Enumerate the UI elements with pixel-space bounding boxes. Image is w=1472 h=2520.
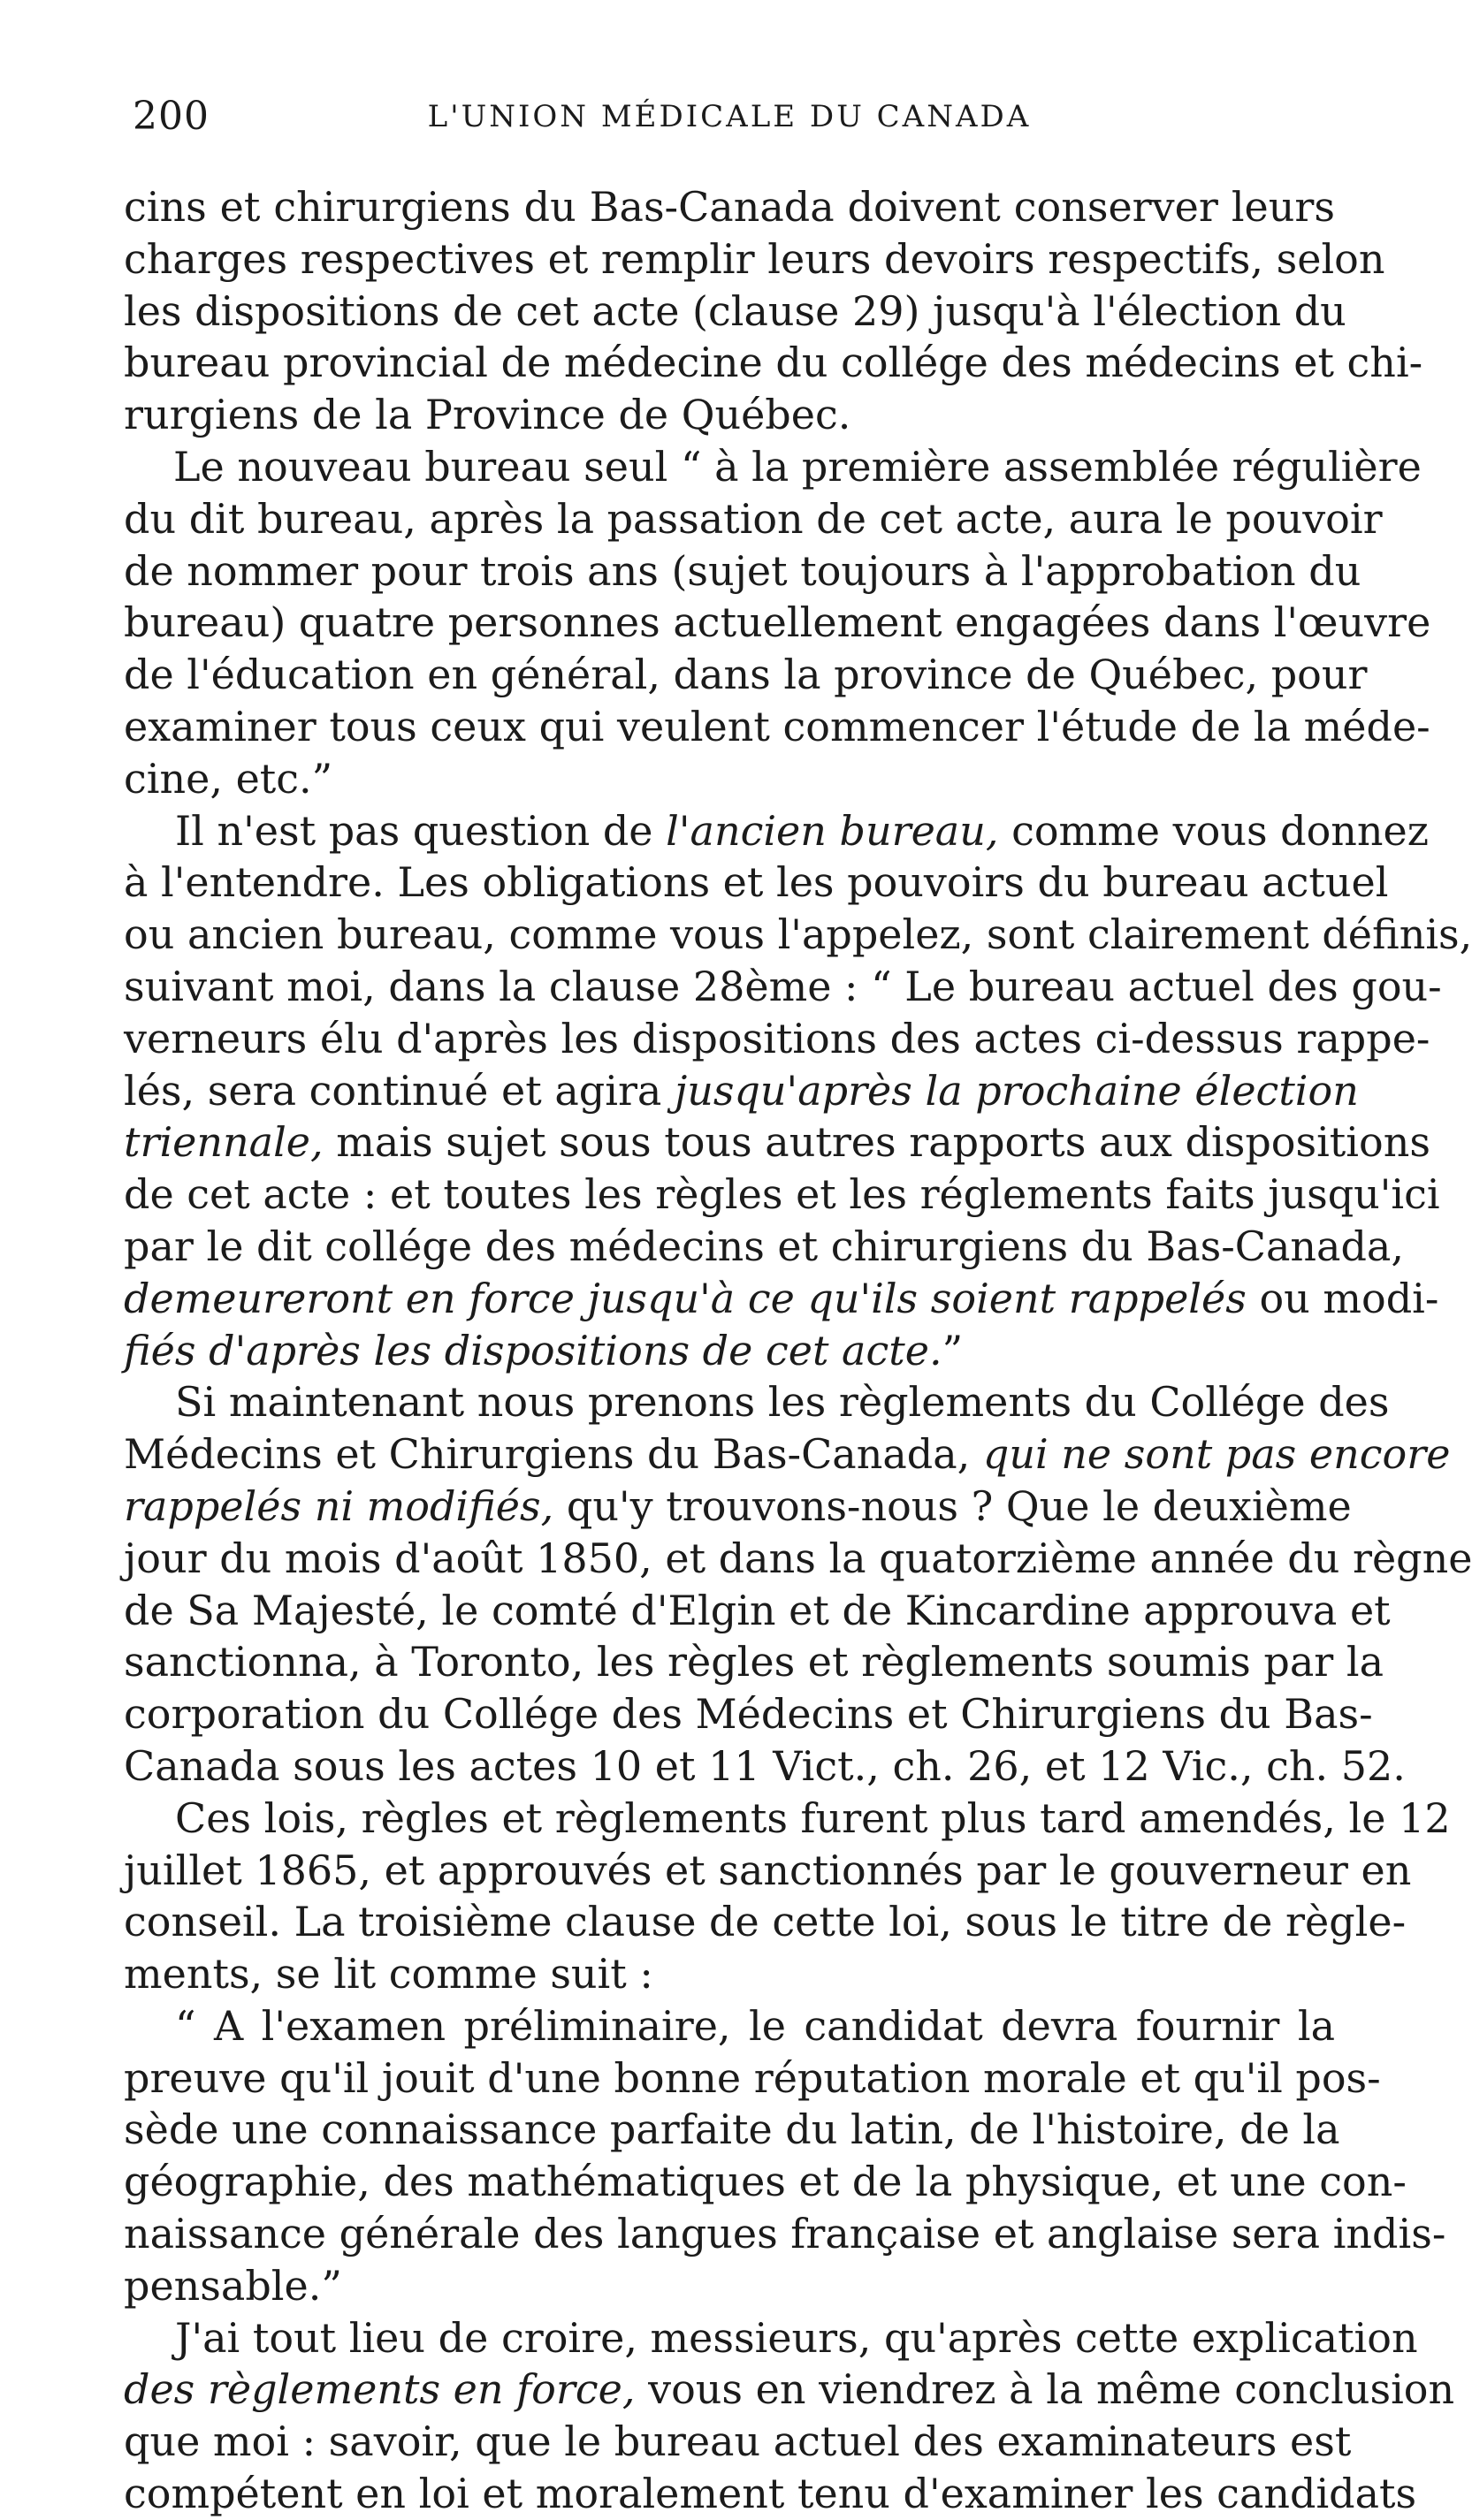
text-line: Canada sous les actes 10 et 11 Vict., ch. 26, et 12 Vic., ch. 52.: [124, 1741, 1406, 1790]
text-line: juillet 1865, et approuvés et sanctionnés par le gouverneur en: [124, 1846, 1412, 1894]
text-line: bureau provincial de médecine du collége des médecins et chi-: [124, 339, 1423, 387]
text-line: sède une connaissance parfaite du latin, de l'histoire, de la: [124, 2105, 1340, 2154]
text-line: du dit bureau, après la passation de cet acte, aura le pouvoir: [124, 494, 1383, 543]
text-line: bureau) quatre personnes actuellement engagées dans l'œuvre: [124, 598, 1431, 647]
text-line: rurgiens de la Province de Québec.: [124, 391, 851, 439]
text-line: Médecins et Chirurgiens du Bas-Canada, qui ne sont pas encore: [124, 1430, 1451, 1479]
text-line: verneurs élu d'après les dispositions des actes ci-dessus rappe-: [124, 1014, 1430, 1062]
text-line: Il n'est pas question de l'ancien bureau, comme vous donnez: [175, 806, 1430, 855]
text-line: pensable.”: [124, 2261, 342, 2310]
text-line: jour du mois d'août 1850, et dans la quatorzième année du règne: [124, 1534, 1472, 1582]
page-number: 200: [133, 94, 210, 139]
text-line: sanctionna, à Toronto, les règles et règlements soumis par la: [124, 1638, 1384, 1686]
text-line: des règlements en force, vous en viendrez à la même conclusion: [124, 2365, 1455, 2414]
text-line: lés, sera continué et agira jusqu'après la prochaine élection: [124, 1066, 1359, 1115]
page-header: [124, 88, 1335, 150]
italic-phrase: rappelés ni modifiés,: [124, 1481, 554, 1530]
text-line: à l'entendre. Les obligations et les pouvoirs du bureau actuel: [124, 858, 1389, 907]
text-line: rappelés ni modifiés, qu'y trouvons-nous ? Que le deuxième: [124, 1481, 1352, 1530]
text-line: preuve qu'il jouit d'une bonne réputation morale et qu'il pos-: [124, 2053, 1381, 2102]
text-line: cine, etc.”: [124, 754, 333, 803]
text-line: de cet acte : et toutes les règles et les réglements faits jusqu'ici: [124, 1170, 1440, 1219]
italic-phrase: triennale,: [124, 1118, 324, 1167]
text-line: de nommer pour trois ans (sujet toujours à l'approbation du: [124, 546, 1361, 595]
text-line: “ A l'examen préliminaire, le candidat devra fournir la: [175, 2001, 1335, 2050]
text-line: J'ai tout lieu de croire, messieurs, qu'après cette explication: [175, 2313, 1418, 2362]
text-line: naissance générale des langues française et anglaise sera indis-: [124, 2210, 1446, 2258]
text-line: les dispositions de cet acte (clause 29) jusqu'à l'élection du: [124, 286, 1346, 335]
italic-phrase: des règlements en force,: [124, 2365, 636, 2414]
text-line: ments, se lit comme suit :: [124, 1950, 653, 1998]
text-line: de Sa Majesté, le comté d'Elgin et de Kincardine approuva et: [124, 1586, 1391, 1634]
italic-phrase: l'ancien bureau,: [666, 806, 999, 855]
text-line: cins et chirurgiens du Bas-Canada doivent conserver leurs: [124, 183, 1335, 231]
text-line: corporation du Collége des Médecins et Chirurgiens du Bas-: [124, 1690, 1373, 1739]
text-line: Si maintenant nous prenons les règlements du Collége des: [175, 1378, 1390, 1427]
text-line: de l'éducation en général, dans la province de Québec, pour: [124, 651, 1368, 699]
text-line: géographie, des mathématiques et de la physique, et une con-: [124, 2158, 1407, 2206]
running-head: L'UNION MÉDICALE DU CANADA: [427, 99, 1032, 134]
text-line: ou ancien bureau, comme vous l'appelez, sont clairement définis,: [124, 910, 1472, 959]
italic-phrase: demeureront en force jusqu'à ce qu'ils soient rappelés: [124, 1274, 1247, 1322]
text-line: que moi : savoir, que le bureau actuel des examinateurs est: [124, 2417, 1352, 2466]
text-line: compétent en loi et moralement tenu d'examiner les candidats: [124, 2470, 1417, 2518]
body-text: [124, 181, 1472, 2520]
italic-phrase: jusqu'après la prochaine élection: [674, 1066, 1359, 1115]
text-line: par le dit collége des médecins et chirurgiens du Bas-Canada,: [124, 1222, 1404, 1270]
text-line: charges respectives et remplir leurs devoirs respectifs, selon: [124, 234, 1385, 283]
italic-phrase: qui ne sont pas encore: [982, 1430, 1451, 1479]
text-line: demeureront en force jusqu'à ce qu'ils soient rappelés ou modi-: [124, 1274, 1439, 1322]
text-line: suivant moi, dans la clause 28ème : “ Le bureau actuel des gou-: [124, 962, 1442, 1010]
text-line: triennale, mais sujet sous tous autres rapports aux dispositions: [124, 1118, 1430, 1167]
italic-phrase: fiés d'après les dispositions de cet acte.: [124, 1326, 942, 1374]
text-line: Ces lois, règles et règlements furent plus tard amendés, le 12: [175, 1793, 1451, 1842]
text-line: examiner tous ceux qui veulent commencer l'étude de la méde-: [124, 702, 1430, 750]
text-line: conseil. La troisième clause de cette loi, sous le titre de règle-: [124, 1898, 1407, 1946]
text-line: Le nouveau bureau seul “ à la première assemblée régulière: [173, 442, 1422, 491]
text-line: fiés d'après les dispositions de cet acte.”: [124, 1326, 964, 1374]
